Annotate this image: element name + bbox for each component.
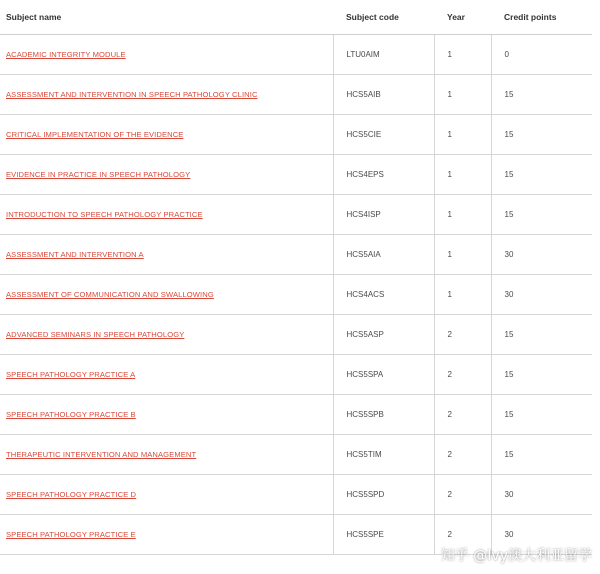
header-year: Year bbox=[434, 0, 491, 35]
watermark: 知乎 @Ivy澳大利亚留学 bbox=[440, 548, 592, 564]
credit-points-cell: 30 bbox=[491, 515, 592, 555]
subject-code-cell: HCS5AIB bbox=[333, 75, 434, 115]
year-cell: 1 bbox=[434, 115, 491, 155]
table-row bbox=[0, 155, 592, 195]
subject-code-cell: HCS4ISP bbox=[333, 195, 434, 235]
subject-name-cell bbox=[0, 275, 333, 315]
credit-points-cell: 15 bbox=[491, 435, 592, 475]
year-cell: 1 bbox=[434, 235, 491, 275]
subject-link[interactable]: SPEECH PATHOLOGY PRACTICE B bbox=[6, 410, 136, 419]
subject-code-cell: HCS5SPA bbox=[333, 355, 434, 395]
subject-name-cell bbox=[0, 195, 333, 235]
subject-code-cell: HCS5ASP bbox=[333, 315, 434, 355]
table-row bbox=[0, 395, 592, 435]
subject-link[interactable]: INTRODUCTION TO SPEECH PATHOLOGY PRACTICE bbox=[6, 210, 203, 219]
subject-code-cell: LTU0AIM bbox=[333, 35, 434, 75]
subject-name-cell bbox=[0, 115, 333, 155]
table-row bbox=[0, 435, 592, 475]
year-cell: 1 bbox=[434, 75, 491, 115]
credit-points-cell: 15 bbox=[491, 115, 592, 155]
subject-name-cell bbox=[0, 355, 333, 395]
subject-link[interactable]: EVIDENCE IN PRACTICE IN SPEECH PATHOLOGY bbox=[6, 170, 191, 179]
table-header-row bbox=[0, 0, 592, 35]
year-cell: 2 bbox=[434, 395, 491, 435]
year-cell: 2 bbox=[434, 435, 491, 475]
credit-points-cell: 15 bbox=[491, 315, 592, 355]
subject-name-cell bbox=[0, 475, 333, 515]
table-row bbox=[0, 275, 592, 315]
subject-name-cell bbox=[0, 35, 333, 75]
year-cell: 1 bbox=[434, 195, 491, 235]
credit-points-cell: 15 bbox=[491, 395, 592, 435]
subject-name-cell bbox=[0, 315, 333, 355]
credit-points-cell: 30 bbox=[491, 275, 592, 315]
subject-link[interactable]: ADVANCED SEMINARS IN SPEECH PATHOLOGY bbox=[6, 330, 185, 339]
year-cell: 2 bbox=[434, 475, 491, 515]
table-row bbox=[0, 475, 592, 515]
subject-code-cell: HCS5AIA bbox=[333, 235, 434, 275]
subject-link[interactable]: CRITICAL IMPLEMENTATION OF THE EVIDENCE bbox=[6, 130, 184, 139]
subject-link[interactable]: SPEECH PATHOLOGY PRACTICE A bbox=[6, 370, 136, 379]
subject-name-cell bbox=[0, 395, 333, 435]
credit-points-cell: 30 bbox=[491, 475, 592, 515]
year-cell: 2 bbox=[434, 315, 491, 355]
credit-points-cell: 15 bbox=[491, 75, 592, 115]
subject-name-cell bbox=[0, 515, 333, 555]
subject-code-cell: HCS5CIE bbox=[333, 115, 434, 155]
year-cell: 1 bbox=[434, 35, 491, 75]
subject-name-cell bbox=[0, 155, 333, 195]
subject-name-cell bbox=[0, 75, 333, 115]
table-row bbox=[0, 75, 592, 115]
year-cell: 2 bbox=[434, 355, 491, 395]
subject-link[interactable]: SPEECH PATHOLOGY PRACTICE D bbox=[6, 490, 137, 499]
subject-name-cell bbox=[0, 235, 333, 275]
header-subject-code: Subject code bbox=[333, 0, 434, 35]
header-credit-points: Credit points bbox=[491, 0, 592, 35]
credit-points-cell: 15 bbox=[491, 155, 592, 195]
subject-link[interactable]: SPEECH PATHOLOGY PRACTICE E bbox=[6, 530, 136, 539]
credit-points-cell: 0 bbox=[491, 35, 592, 75]
table-row bbox=[0, 195, 592, 235]
subject-link[interactable]: ASSESSMENT AND INTERVENTION A bbox=[6, 250, 144, 259]
table-row bbox=[0, 355, 592, 395]
table-row bbox=[0, 35, 592, 75]
subject-link[interactable]: ASSESSMENT OF COMMUNICATION AND SWALLOWING bbox=[6, 290, 214, 299]
credit-points-cell: 30 bbox=[491, 235, 592, 275]
credit-points-cell: 15 bbox=[491, 195, 592, 235]
table-row bbox=[0, 315, 592, 355]
subject-code-cell: HCS4EPS bbox=[333, 155, 434, 195]
header-subject-name: Subject name bbox=[0, 0, 333, 35]
table-row bbox=[0, 115, 592, 155]
subject-code-cell: HCS5SPB bbox=[333, 395, 434, 435]
subject-link[interactable]: THERAPEUTIC INTERVENTION AND MANAGEMENT bbox=[6, 450, 197, 459]
subject-code-cell: HCS4ACS bbox=[333, 275, 434, 315]
subject-link[interactable]: ACADEMIC INTEGRITY MODULE bbox=[6, 50, 126, 59]
subject-code-cell: HCS5SPD bbox=[333, 475, 434, 515]
year-cell: 1 bbox=[434, 275, 491, 315]
credit-points-cell: 15 bbox=[491, 355, 592, 395]
subject-link[interactable]: ASSESSMENT AND INTERVENTION IN SPEECH PATHOLOGY CLINIC bbox=[6, 90, 258, 99]
year-cell: 1 bbox=[434, 155, 491, 195]
year-cell: 2 bbox=[434, 515, 491, 555]
subject-code-cell: HCS5SPE bbox=[333, 515, 434, 555]
table-row bbox=[0, 235, 592, 275]
subject-code-cell: HCS5TIM bbox=[333, 435, 434, 475]
subject-name-cell bbox=[0, 435, 333, 475]
